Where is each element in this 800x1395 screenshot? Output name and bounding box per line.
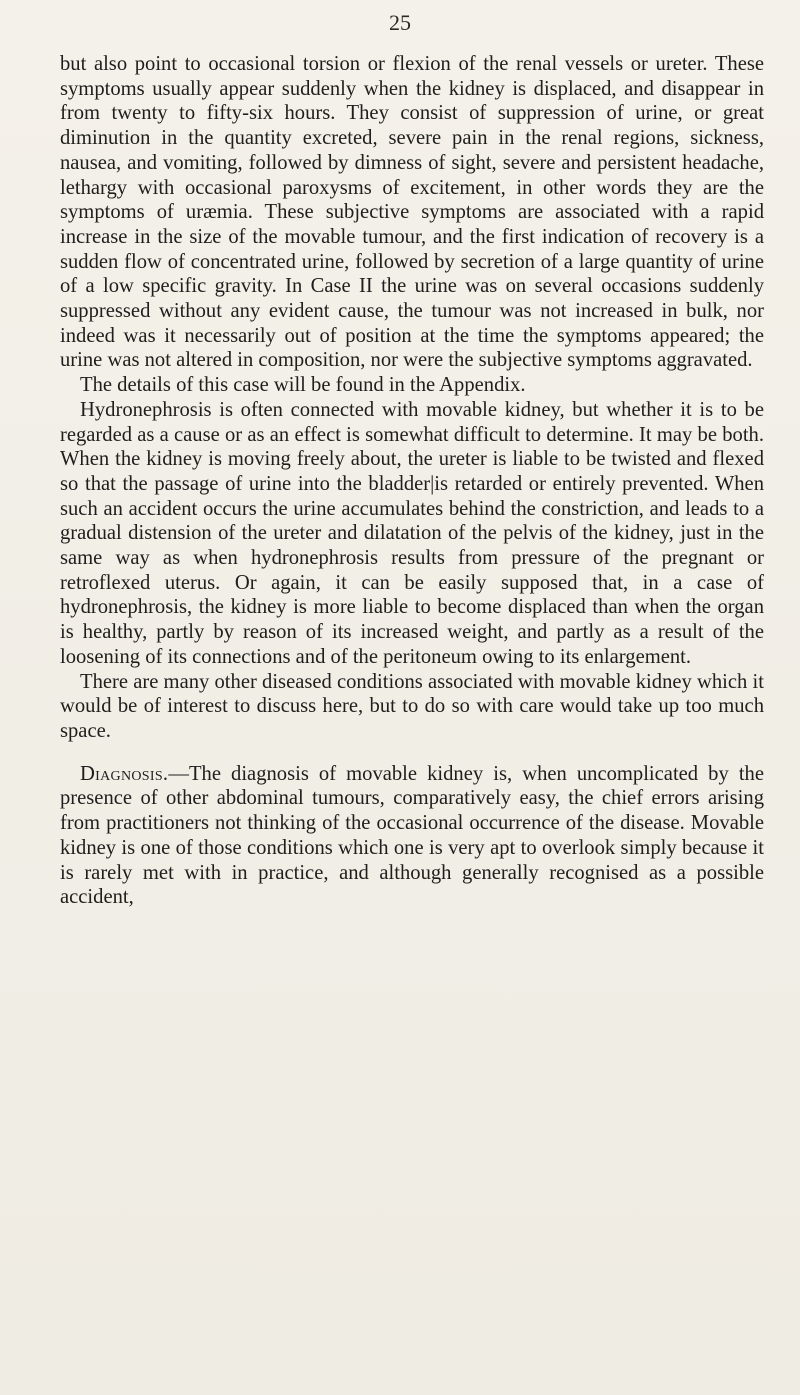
paragraph-hydronephrosis: Hydronephrosis is often connected with movable kidney, but whether it is to be regarded as a cause or as an effect is somewhat difficult to determine. It may be both. When the kidney is moving freely about, the ureter is liable to be twisted and flexed so that the passage of urine into the bladder|is retarded or entirely prevented. When such an accident occurs the urine accumulates behind the constriction, and leads to a gradual distension of the ureter and dilatation of the pelvis of the kidney, just in the same way as when hydronephrosis results from pressure of the pregnant or retroflexed uterus. Or again, it can be easily supposed that, in a case of hydronephrosis, the kidney is more liable to become displaced than when the organ is healthy, partly by reason of its increased weight, and partly as a result of the loosening of its connections and of the peritoneum owing to its enlargement. [60, 398, 764, 668]
diagnosis-text: —The diagnosis of movable kidney is, when uncomplicated by the presence of other abdominal tumours, comparatively easy, the chief errors arising from practitioners not thinking of the occasional occurrence of the disease. Movable kidney is one of those conditions which one is very apt to overlook simply because it is rarely met with in practice, and although generally recognised as a possible accident, [60, 762, 764, 909]
page-number: 25 [389, 10, 411, 35]
paragraph-symptoms: but also point to occasional torsion or flexion of the renal vessels or ureter. These symptoms usually appear suddenly when the kidney is displaced, and disappear in from twenty to fifty-six hours. They consist of suppression of urine, or great diminution in the quantity excreted, severe pain in the renal regions, sickness, nausea, and vomiting, followed by dimness of sight, severe and persistent headache, lethargy with occasional paroxysms of excitement, in other words they are the symptoms of uræmia. These subjective symptoms are associated with a rapid increase in the size of the movable tumour, and the first indication of recovery is a sudden flow of concentrated urine, followed by secretion of a large quantity of urine of a low specific gravity. In Case II the urine was on several occasions suddenly suppressed without any evident cause, the tumour was not increased in bulk, nor indeed was it necessarily out of position at the time the symptoms appeared; the urine was not altered in composition, nor were the subjective symptoms aggravated. [60, 53, 764, 372]
page-body [60, 52, 764, 910]
paragraph-other-conditions: There are many other diseased conditions associated with movable kidney which it would be of interest to discuss here, but to do so with care would take up too much space. [60, 670, 764, 742]
paragraph-appendix-note: The details of this case will be found in the Appendix. [80, 374, 526, 397]
diagnosis-heading: Diagnosis. [80, 762, 169, 785]
paragraph-diagnosis [60, 762, 764, 910]
